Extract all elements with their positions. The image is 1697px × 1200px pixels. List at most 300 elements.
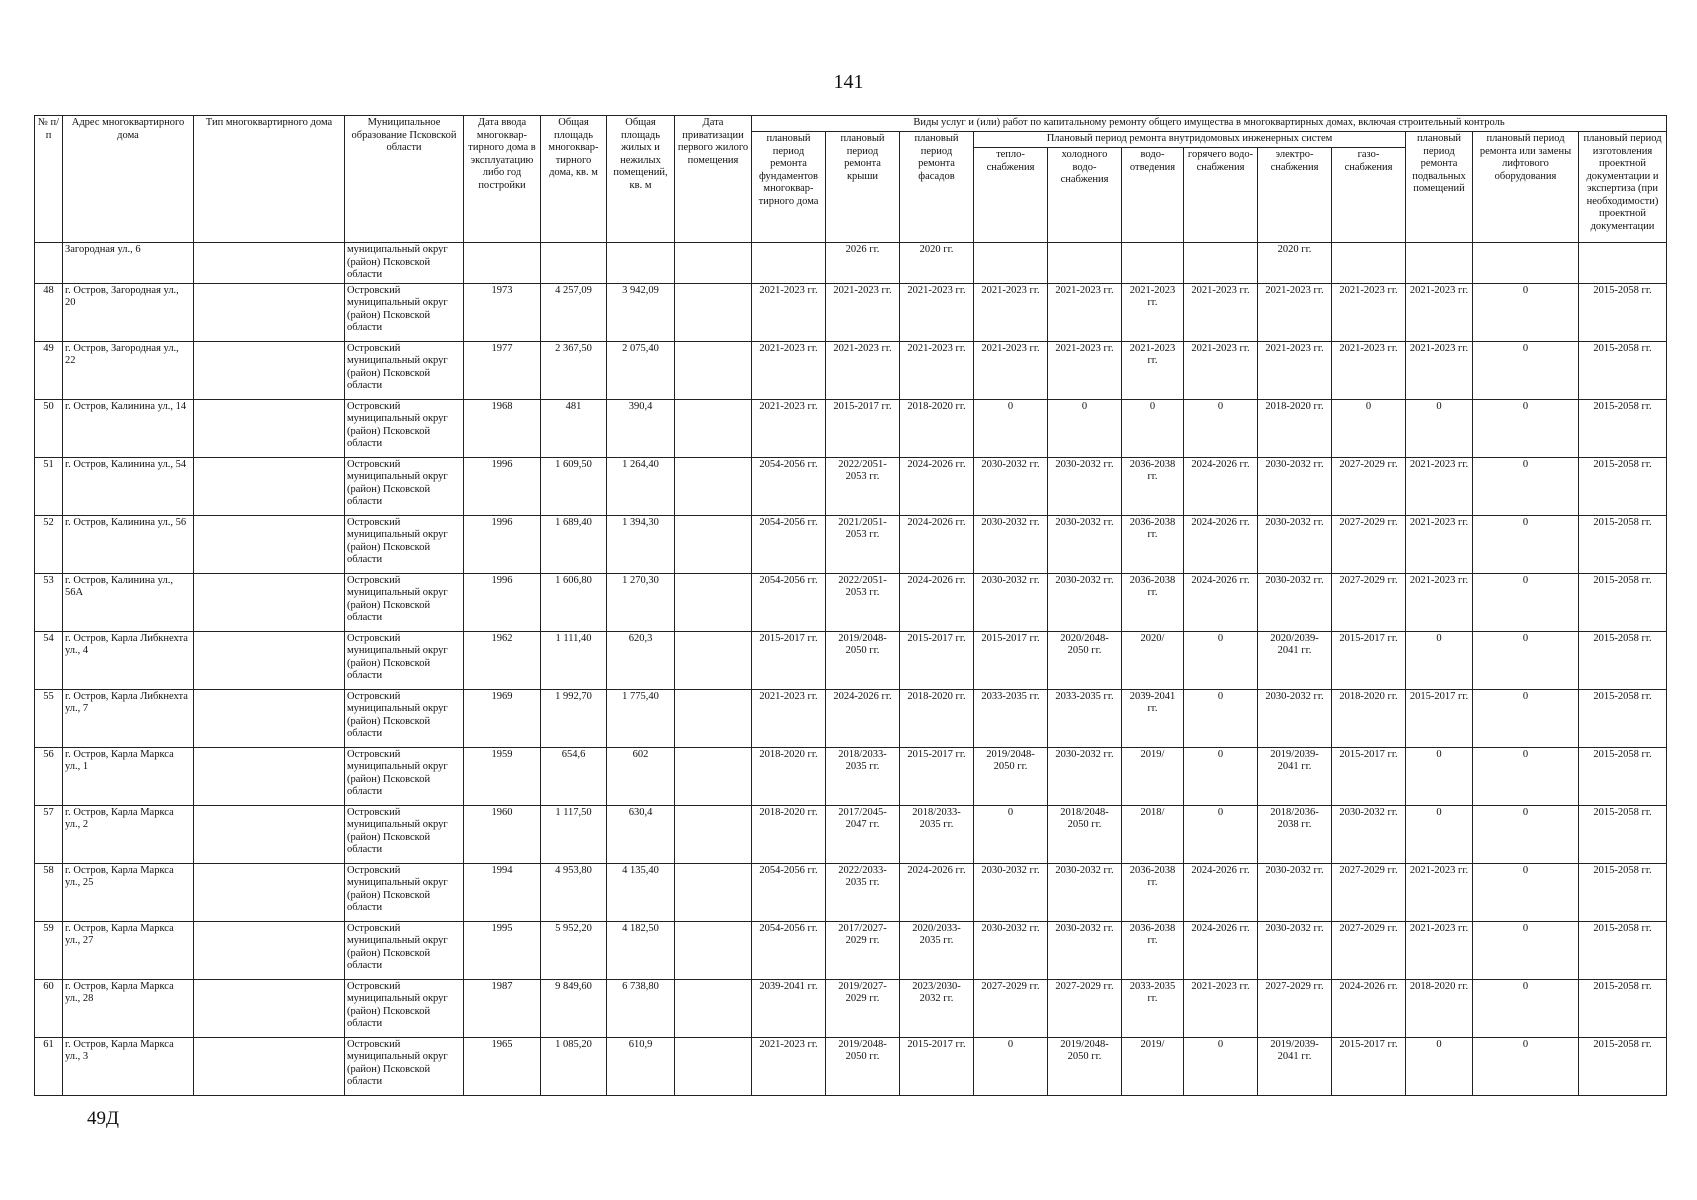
cell-design-docs: 2015-2058 гг. [1579,979,1667,1037]
cell-facade: 2020 гг. [900,243,974,284]
cell-sewer: 2036-2038 гг. [1122,863,1184,921]
cell-living-area: 602 [607,747,675,805]
cell-address: г. Остров, Карла Маркса ул., 25 [63,863,194,921]
header-hot-water: горячего водо-снабжения [1184,148,1258,243]
cell-total-area: 9 849,60 [541,979,607,1037]
cell-sewer: 2019/ [1122,747,1184,805]
cell-elevator: 0 [1473,1037,1579,1095]
header-roof: плановый период ремонта крыши [826,132,900,243]
cell-heat: 2033-2035 гг. [974,689,1048,747]
header-services: Виды услуг и (или) работ по капитальному ремонту общего имущества в многоквартирных домах, включая строительный контроль [752,116,1667,132]
cell-living-area: 1 270,30 [607,573,675,631]
cell-facade: 2021-2023 гг. [900,283,974,341]
header-living-area: Общая площадь жилых и нежилых помещений, кв. м [607,116,675,243]
cell-elevator: 0 [1473,805,1579,863]
cell-heat: 2015-2017 гг. [974,631,1048,689]
cell-roof: 2017/2027-2029 гг. [826,921,900,979]
header-elevator: плановый период ремонта или замены лифтового оборудования [1473,132,1579,243]
cell-address: г. Остров, Карла Маркса ул., 27 [63,921,194,979]
cell-privatization [675,805,752,863]
table-row [35,631,1667,689]
cell-basement: 0 [1406,399,1473,457]
cell-living-area: 390,4 [607,399,675,457]
table-row [35,689,1667,747]
header-commission-date: Дата ввода многоквар-тирного дома в эксплуатацию либо год постройки [464,116,541,243]
cell-roof: 2021/2051-2053 гг. [826,515,900,573]
cell-facade: 2018/2033-2035 гг. [900,805,974,863]
cell-privatization [675,399,752,457]
cell-address: г. Остров, Карла Маркса ул., 1 [63,747,194,805]
cell-electric: 2030-2032 гг. [1258,863,1332,921]
cell-hot-water: 0 [1184,631,1258,689]
cell-cold-water: 2033-2035 гг. [1048,689,1122,747]
cell-address: г. Остров, Калинина ул., 54 [63,457,194,515]
cell-total-area: 1 689,40 [541,515,607,573]
cell-year: 1994 [464,863,541,921]
cell-hot-water: 0 [1184,1037,1258,1095]
cell-design-docs: 2015-2058 гг. [1579,747,1667,805]
cell-municipality: Островский муниципальный округ (район) Псковской области [345,399,464,457]
cell-basement: 2021-2023 гг. [1406,863,1473,921]
cell-municipality: Островский муниципальный округ (район) Псковской области [345,515,464,573]
cell-type [194,747,345,805]
cell-facade: 2015-2017 гг. [900,631,974,689]
cell-hot-water: 2021-2023 гг. [1184,283,1258,341]
cell-roof: 2021-2023 гг. [826,341,900,399]
cell-design-docs: 2015-2058 гг. [1579,573,1667,631]
cell-municipality: муниципальный округ (район) Псковской области [345,243,464,284]
cell-electric: 2030-2032 гг. [1258,515,1332,573]
cell-privatization [675,863,752,921]
cell-heat: 2021-2023 гг. [974,283,1048,341]
cell-sewer: 2020/ [1122,631,1184,689]
cell-num: 58 [35,863,63,921]
cell-electric: 2020/2039-2041 гг. [1258,631,1332,689]
cell-year: 1996 [464,515,541,573]
cell-sewer: 2036-2038 гг. [1122,515,1184,573]
cell-living-area: 6 738,80 [607,979,675,1037]
cell-foundation: 2021-2023 гг. [752,341,826,399]
cell-facade: 2024-2026 гг. [900,573,974,631]
cell-heat: 0 [974,805,1048,863]
cell-elevator: 0 [1473,863,1579,921]
cell-facade: 2024-2026 гг. [900,515,974,573]
cell-foundation: 2054-2056 гг. [752,573,826,631]
cell-year: 1965 [464,1037,541,1095]
cell-hot-water: 2024-2026 гг. [1184,515,1258,573]
cell-total-area: 1 609,50 [541,457,607,515]
cell-electric: 2027-2029 гг. [1258,979,1332,1037]
cell-hot-water: 0 [1184,747,1258,805]
table-row [35,573,1667,631]
header-address: Адрес многоквартирного дома [63,116,194,243]
cell-cold-water: 2030-2032 гг. [1048,457,1122,515]
cell-heat: 2030-2032 гг. [974,863,1048,921]
cell-foundation: 2021-2023 гг. [752,1037,826,1095]
cell-municipality: Островский муниципальный округ (район) Псковской области [345,457,464,515]
table-row [35,863,1667,921]
cell-electric: 2030-2032 гг. [1258,457,1332,515]
cell-electric: 2018/2036-2038 гг. [1258,805,1332,863]
cell-basement: 2021-2023 гг. [1406,283,1473,341]
cell-sewer: 2019/ [1122,1037,1184,1095]
cell-foundation: 2054-2056 гг. [752,457,826,515]
cell-living-area: 610,9 [607,1037,675,1095]
cell-cold-water: 2027-2029 гг. [1048,979,1122,1037]
cell-hot-water: 2024-2026 гг. [1184,573,1258,631]
cell-year: 1962 [464,631,541,689]
cell-elevator: 0 [1473,979,1579,1037]
cell-gas: 2021-2023 гг. [1332,341,1406,399]
cell-hot-water: 0 [1184,689,1258,747]
cell-heat: 2021-2023 гг. [974,341,1048,399]
cell-living-area: 1 775,40 [607,689,675,747]
cell-hot-water: 0 [1184,805,1258,863]
cell-total-area: 654,6 [541,747,607,805]
table-row [35,1037,1667,1095]
cell-year: 1996 [464,457,541,515]
cell-num: 55 [35,689,63,747]
header-sewer: водо-отведения [1122,148,1184,243]
cell-hot-water: 2021-2023 гг. [1184,341,1258,399]
header-privatization-date: Дата приватизации первого жилого помещения [675,116,752,243]
cell-facade: 2021-2023 гг. [900,341,974,399]
cell-year: 1973 [464,283,541,341]
cell-facade: 2023/2030-2032 гг. [900,979,974,1037]
cell-sewer: 2018/ [1122,805,1184,863]
cell-total-area: 1 606,80 [541,573,607,631]
cell-gas: 2018-2020 гг. [1332,689,1406,747]
cell-address: Загородная ул., 6 [63,243,194,284]
cell-roof: 2022/2051-2053 гг. [826,573,900,631]
cell-foundation: 2018-2020 гг. [752,805,826,863]
table-row [35,921,1667,979]
header-num: № п/п [35,116,63,243]
cell-address: г. Остров, Калинина ул., 14 [63,399,194,457]
cell-hot-water: 0 [1184,399,1258,457]
cell-cold-water: 2030-2032 гг. [1048,747,1122,805]
cell-facade: 2015-2017 гг. [900,747,974,805]
header-heat: тепло-снабжения [974,148,1048,243]
cell-facade: 2024-2026 гг. [900,457,974,515]
cell-total-area: 1 992,70 [541,689,607,747]
cell-municipality: Островский муниципальный округ (район) Псковской области [345,747,464,805]
cell-type [194,573,345,631]
cell-privatization [675,689,752,747]
cell-total-area: 2 367,50 [541,341,607,399]
cell-privatization [675,341,752,399]
cell-roof: 2022/2051-2053 гг. [826,457,900,515]
cell-num: 52 [35,515,63,573]
cell-num: 56 [35,747,63,805]
header-design-docs: плановый период изготовления проектной документации и экспертиза (при необходимости) проектной документации [1579,132,1667,243]
cell-design-docs: 2015-2058 гг. [1579,805,1667,863]
cell-roof: 2026 гг. [826,243,900,284]
cell-address: г. Остров, Карла Маркса ул., 3 [63,1037,194,1095]
cell-num: 53 [35,573,63,631]
cell-gas: 2027-2029 гг. [1332,573,1406,631]
cell-roof: 2018/2033-2035 гг. [826,747,900,805]
cell-type [194,515,345,573]
cell-sewer: 2021-2023 гг. [1122,283,1184,341]
cell-privatization [675,747,752,805]
cell-municipality: Островский муниципальный округ (район) Псковской области [345,283,464,341]
cell-type [194,863,345,921]
cell-elevator: 0 [1473,515,1579,573]
cell-address: г. Остров, Карла Маркса ул., 28 [63,979,194,1037]
cell-municipality: Островский муниципальный округ (район) Псковской области [345,1037,464,1095]
cell-elevator: 0 [1473,573,1579,631]
cell-year: 1960 [464,805,541,863]
cell-heat: 2030-2032 гг. [974,457,1048,515]
cell-foundation: 2021-2023 гг. [752,283,826,341]
cell-sewer: 2036-2038 гг. [1122,921,1184,979]
cell-total-area: 4 953,80 [541,863,607,921]
cell-hot-water: 2021-2023 гг. [1184,979,1258,1037]
cell-living-area: 620,3 [607,631,675,689]
cell-total-area: 1 111,40 [541,631,607,689]
cell-heat: 0 [974,1037,1048,1095]
cell-elevator: 0 [1473,457,1579,515]
header-gas: газо-снабжения [1332,148,1406,243]
cell-sewer: 2036-2038 гг. [1122,573,1184,631]
cell-basement: 2021-2023 гг. [1406,573,1473,631]
cell-design-docs: 2015-2058 гг. [1579,457,1667,515]
cell-address: г. Остров, Калинина ул., 56А [63,573,194,631]
table-row [35,341,1667,399]
cell-facade: 2018-2020 гг. [900,399,974,457]
cell-basement: 0 [1406,1037,1473,1095]
cell-gas: 2021-2023 гг. [1332,283,1406,341]
cell-municipality: Островский муниципальный округ (район) Псковской области [345,573,464,631]
cell-num: 60 [35,979,63,1037]
cell-cold-water: 2030-2032 гг. [1048,921,1122,979]
cell-cold-water: 2021-2023 гг. [1048,341,1122,399]
cell-cold-water: 2018/2048-2050 гг. [1048,805,1122,863]
cell-design-docs: 2015-2058 гг. [1579,341,1667,399]
table-row [35,747,1667,805]
capital-repair-table [34,115,1667,1096]
cell-address: г. Остров, Карла Либкнехта ул., 4 [63,631,194,689]
cell-type [194,283,345,341]
cell-heat: 0 [974,399,1048,457]
cell-hot-water: 2024-2026 гг. [1184,863,1258,921]
cell-basement: 2021-2023 гг. [1406,921,1473,979]
cell-basement: 0 [1406,805,1473,863]
cell-privatization [675,921,752,979]
cell-foundation: 2021-2023 гг. [752,689,826,747]
cell-heat: 2030-2032 гг. [974,573,1048,631]
cell-total-area: 1 117,50 [541,805,607,863]
cell-basement: 2021-2023 гг. [1406,457,1473,515]
table-row [35,457,1667,515]
cell-basement: 0 [1406,631,1473,689]
cell-cold-water: 2030-2032 гг. [1048,573,1122,631]
cell-basement: 2021-2023 гг. [1406,341,1473,399]
cell-foundation: 2018-2020 гг. [752,747,826,805]
cell-electric: 2020 гг. [1258,243,1332,284]
cell-type [194,457,345,515]
cell-living-area: 630,4 [607,805,675,863]
header-total-area: Общая площадь многоквар-тирного дома, кв. м [541,116,607,243]
cell-design-docs: 2015-2058 гг. [1579,921,1667,979]
cell-electric: 2030-2032 гг. [1258,921,1332,979]
cell-roof: 2019/2027-2029 гг. [826,979,900,1037]
cell-address: г. Остров, Карла Маркса ул., 2 [63,805,194,863]
cell-roof: 2021-2023 гг. [826,283,900,341]
table-row [35,515,1667,573]
cell-year: 1968 [464,399,541,457]
cell-design-docs: 2015-2058 гг. [1579,1037,1667,1095]
cell-type [194,805,345,863]
cell-sewer: 0 [1122,399,1184,457]
cell-address: г. Остров, Калинина ул., 56 [63,515,194,573]
header-cold-water: холодного водо-снабжения [1048,148,1122,243]
cell-roof: 2019/2048-2050 гг. [826,631,900,689]
cell-living-area: 1 394,30 [607,515,675,573]
cell-living-area: 4 182,50 [607,921,675,979]
cell-year: 1969 [464,689,541,747]
cell-elevator: 0 [1473,747,1579,805]
cell-privatization [675,457,752,515]
cell-gas: 2027-2029 гг. [1332,863,1406,921]
cell-heat: 2019/2048-2050 гг. [974,747,1048,805]
cell-num: 49 [35,341,63,399]
cell-design-docs: 2015-2058 гг. [1579,631,1667,689]
cell-cold-water: 2030-2032 гг. [1048,863,1122,921]
cell-roof: 2015-2017 гг. [826,399,900,457]
cell-year: 1996 [464,573,541,631]
cell-living-area: 4 135,40 [607,863,675,921]
cell-gas: 2027-2029 гг. [1332,457,1406,515]
cell-municipality: Островский муниципальный округ (район) Псковской области [345,921,464,979]
cell-year: 1959 [464,747,541,805]
cell-gas: 2015-2017 гг. [1332,631,1406,689]
cell-type [194,979,345,1037]
cell-elevator: 0 [1473,283,1579,341]
cell-gas: 2027-2029 гг. [1332,515,1406,573]
cell-design-docs: 2015-2058 гг. [1579,515,1667,573]
cell-roof: 2019/2048-2050 гг. [826,1037,900,1095]
cell-num: 54 [35,631,63,689]
cell-roof: 2024-2026 гг. [826,689,900,747]
cell-facade: 2024-2026 гг. [900,863,974,921]
cell-electric: 2018-2020 гг. [1258,399,1332,457]
header-type: Тип многоквартирного дома [194,116,345,243]
cell-design-docs: 2015-2058 гг. [1579,283,1667,341]
cell-elevator: 0 [1473,631,1579,689]
cell-foundation: 2039-2041 гг. [752,979,826,1037]
cell-privatization [675,283,752,341]
cell-roof: 2017/2045-2047 гг. [826,805,900,863]
cell-municipality: Островский муниципальный округ (район) Псковской области [345,979,464,1037]
cell-design-docs: 2015-2058 гг. [1579,689,1667,747]
cell-elevator: 0 [1473,399,1579,457]
cell-gas: 2015-2017 гг. [1332,1037,1406,1095]
cell-total-area: 4 257,09 [541,283,607,341]
cell-basement: 2021-2023 гг. [1406,515,1473,573]
cell-num: 61 [35,1037,63,1095]
cell-gas: 2030-2032 гг. [1332,805,1406,863]
cell-total-area: 5 952,20 [541,921,607,979]
page-number: 141 [833,71,864,93]
table-row-continued [35,243,1667,284]
cell-municipality: Островский муниципальный округ (район) Псковской области [345,631,464,689]
cell-elevator: 0 [1473,689,1579,747]
cell-gas: 2024-2026 гг. [1332,979,1406,1037]
cell-electric: 2030-2032 гг. [1258,689,1332,747]
cell-type [194,341,345,399]
cell-foundation: 2054-2056 гг. [752,863,826,921]
cell-electric: 2019/2039-2041 гг. [1258,747,1332,805]
cell-total-area: 1 085,20 [541,1037,607,1095]
cell-municipality: Островский муниципальный округ (район) Псковской области [345,341,464,399]
cell-num: 57 [35,805,63,863]
cell-foundation: 2054-2056 гг. [752,515,826,573]
cell-hot-water: 2024-2026 гг. [1184,921,1258,979]
cell-roof: 2022/2033-2035 гг. [826,863,900,921]
table-row [35,399,1667,457]
cell-municipality: Островский муниципальный округ (район) Псковской области [345,689,464,747]
cell-cold-water: 0 [1048,399,1122,457]
cell-num: 48 [35,283,63,341]
cell-year: 1995 [464,921,541,979]
cell-num: 59 [35,921,63,979]
cell-cold-water: 2019/2048-2050 гг. [1048,1037,1122,1095]
cell-privatization [675,979,752,1037]
footer-code: 49Д [87,1108,119,1129]
cell-privatization [675,573,752,631]
header-basement: плановый период ремонта подвальных помещений [1406,132,1473,243]
cell-year: 1987 [464,979,541,1037]
cell-municipality: Островский муниципальный округ (район) Псковской области [345,805,464,863]
cell-num: 51 [35,457,63,515]
cell-design-docs: 2015-2058 гг. [1579,399,1667,457]
header-municipality: Муниципальное образование Псковской области [345,116,464,243]
cell-foundation: 2021-2023 гг. [752,399,826,457]
cell-cold-water: 2021-2023 гг. [1048,283,1122,341]
cell-privatization [675,631,752,689]
cell-sewer: 2033-2035 гг. [1122,979,1184,1037]
header-facade: плановый период ремонта фасадов [900,132,974,243]
cell-heat: 2030-2032 гг. [974,515,1048,573]
cell-type [194,1037,345,1095]
cell-year: 1977 [464,341,541,399]
cell-basement: 2018-2020 гг. [1406,979,1473,1037]
cell-elevator: 0 [1473,341,1579,399]
cell-address: г. Остров, Загородная ул., 22 [63,341,194,399]
cell-type [194,689,345,747]
cell-privatization [675,515,752,573]
cell-type [194,921,345,979]
cell-total-area: 481 [541,399,607,457]
cell-gas: 2027-2029 гг. [1332,921,1406,979]
table-row [35,283,1667,341]
cell-facade: 2020/2033-2035 гг. [900,921,974,979]
cell-facade: 2018-2020 гг. [900,689,974,747]
cell-basement: 0 [1406,747,1473,805]
cell-address: г. Остров, Загородная ул., 20 [63,283,194,341]
cell-electric: 2021-2023 гг. [1258,341,1332,399]
cell-municipality: Островский муниципальный округ (район) Псковской области [345,863,464,921]
cell-cold-water: 2030-2032 гг. [1048,515,1122,573]
cell-facade: 2015-2017 гг. [900,1037,974,1095]
cell-living-area: 2 075,40 [607,341,675,399]
cell-num: 50 [35,399,63,457]
cell-foundation: 2015-2017 гг. [752,631,826,689]
cell-type [194,399,345,457]
cell-cold-water: 2020/2048-2050 гг. [1048,631,1122,689]
